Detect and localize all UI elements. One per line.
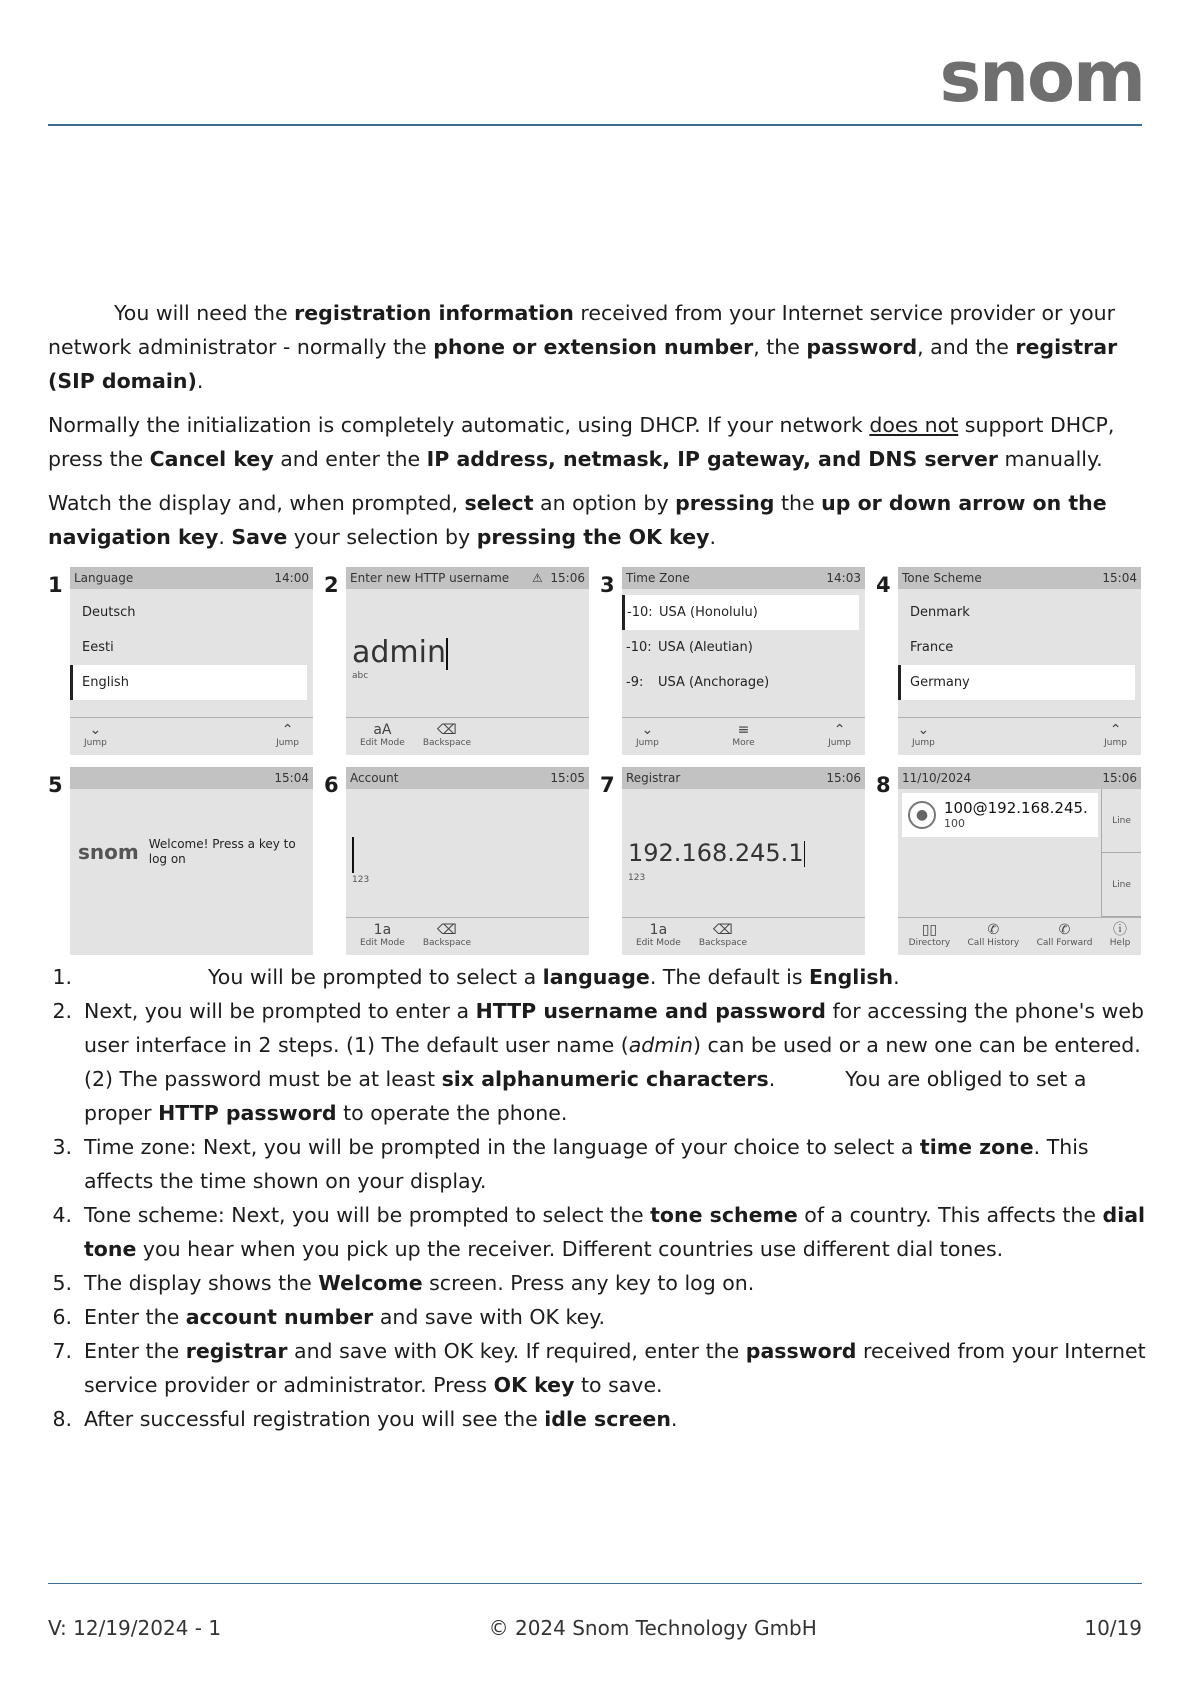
backspace-icon: ⌫ — [713, 922, 733, 938]
jump-up-key[interactable]: ⌃ Jump — [828, 722, 851, 748]
screen-header — [346, 767, 589, 789]
phone-screenshots — [44, 567, 1148, 967]
softkey-bar — [346, 917, 589, 955]
screen-time: 15:04 — [1102, 571, 1137, 585]
screen-row-1 — [44, 567, 1148, 755]
user-avatar-icon: ● — [908, 801, 936, 829]
account-uri: 100@192.168.245. — [944, 799, 1088, 817]
welcome-message — [78, 837, 299, 867]
screen-header — [898, 567, 1141, 589]
edit-mode-icon: 1a — [373, 922, 392, 938]
screen-number: 2 — [324, 573, 339, 597]
help-key[interactable]: ⓘ Help — [1109, 922, 1131, 948]
chevron-double-down-icon: ⌄ — [917, 722, 930, 738]
intro-paragraph-2: Normally the initialization is completely automatic, using DHCP. If your network does not support DHCP, press the Cancel key and enter the IP address, netmask, IP gateway, and DNS server manually. — [48, 413, 1115, 471]
tone-scheme-list — [898, 589, 1141, 700]
list-item-selected[interactable]: English — [70, 665, 307, 700]
screen-row-2 — [44, 767, 1148, 955]
jump-down-key[interactable]: ⌄ Jump — [636, 722, 659, 748]
edit-mode-key[interactable]: 1a Edit Mode — [636, 922, 681, 948]
line-key-1[interactable]: Line — [1102, 789, 1141, 853]
screen-header — [70, 567, 313, 589]
backspace-icon: ⌫ — [437, 922, 457, 938]
intro-paragraph-3: Watch the display and, when prompted, select an option by pressing the up or down arrow on the navigation key. Save your selection by pressing the OK key. — [48, 491, 1107, 549]
language-screen — [70, 567, 313, 755]
screen-number: 3 — [600, 573, 615, 597]
step-1: 1. You will be prompted to select a language. The default is English. — [52, 965, 900, 989]
list-item[interactable]: -10: USA (Aleutian) — [626, 640, 753, 655]
screen-cell-3 — [596, 567, 872, 755]
call-forward-key[interactable]: ✆ Call Forward — [1036, 922, 1093, 948]
chevron-double-up-icon: ⌃ — [833, 722, 846, 738]
help-icon: ⓘ — [1113, 922, 1128, 938]
jump-down-key[interactable]: ⌄ Jump — [84, 722, 107, 748]
screen-number: 1 — [48, 573, 63, 597]
softkey-bar — [898, 717, 1141, 755]
screen-title: Tone Scheme — [902, 571, 982, 585]
step-2: 2. Next, you will be prompted to enter a HTTP username and password for accessing the phone's web user interface in 2 steps. (1) The default user name (admin) can be used or a new one can be entered. (2) The password must be at least six alphanumeric characters. You are obliged to set a proper HTTP password to operate the phone. — [52, 999, 1144, 1125]
screen-number: 7 — [600, 773, 615, 797]
screen-header — [898, 767, 1141, 789]
screen-time: 15:06 — [550, 571, 585, 585]
edit-mode-icon: aA — [373, 722, 392, 738]
step-4: 4. Tone scheme: Next, you will be prompted to select the tone scheme of a country. This affects the dial tone you hear when you pick up the receiver. Different countries use different dial tones. — [52, 1203, 1146, 1261]
screen-title: Enter new HTTP username — [350, 571, 510, 585]
list-item[interactable]: Denmark — [910, 605, 970, 620]
more-key[interactable]: ≡ More — [732, 722, 755, 748]
edit-mode-icon: 1a — [649, 922, 668, 938]
footer-divider — [48, 1583, 1142, 1584]
screen-header — [622, 567, 865, 589]
account-screen — [346, 767, 589, 955]
input-mode-label: 123 — [628, 873, 646, 883]
idle-screen — [898, 767, 1141, 955]
intro-paragraph-1: You will need the registration information received from your Internet service provider or your network administrator - normally the phone or extension number, the password, and the registrar (SIP domain). — [48, 301, 1118, 393]
backspace-key[interactable]: ⌫ Backspace — [422, 922, 472, 948]
backspace-key[interactable]: ⌫ Backspace — [422, 722, 472, 748]
page-footer — [48, 1616, 1142, 1640]
header-divider — [48, 124, 1142, 126]
list-item[interactable]: -9: USA (Anchorage) — [626, 675, 770, 690]
screen-time: 14:03 — [826, 571, 861, 585]
jump-up-key[interactable]: ⌃ Jump — [1104, 722, 1127, 748]
softkey-bar — [70, 717, 313, 755]
registrar-input[interactable]: 192.168.245.1 — [628, 839, 804, 867]
screen-date: 11/10/2024 — [902, 771, 972, 785]
book-icon: ▯▯ — [921, 922, 938, 938]
snom-logo-small: snom — [78, 840, 139, 864]
jump-down-key[interactable]: ⌄ Jump — [912, 722, 935, 748]
copyright: © 2024 Snom Technology GmbH — [488, 1616, 817, 1640]
screen-time: 15:06 — [1102, 771, 1137, 785]
chevron-double-down-icon: ⌄ — [641, 722, 654, 738]
time-zone-screen — [622, 567, 865, 755]
screen-time: 15:06 — [826, 771, 861, 785]
step-3: 3. Time zone: Next, you will be prompted in the language of your choice to select a time zone. This affects the time shown on your display. — [52, 1135, 1089, 1193]
softkey-bar — [898, 917, 1141, 955]
screen-cell-6 — [320, 767, 596, 955]
screen-time: 15:04 — [274, 771, 309, 785]
backspace-icon: ⌫ — [437, 722, 457, 738]
line-keys — [1101, 789, 1141, 917]
call-history-key[interactable]: ✆ Call History — [967, 922, 1020, 948]
time-zone-list — [622, 589, 865, 700]
softkey-bar — [622, 717, 865, 755]
screen-cell-2 — [320, 567, 596, 755]
intro-text — [48, 296, 1142, 564]
backspace-key[interactable]: ⌫ Backspace — [698, 922, 748, 948]
list-item-selected[interactable]: Germany — [898, 665, 1135, 700]
chevron-double-up-icon: ⌃ — [1109, 722, 1122, 738]
extension-number: 100 — [944, 817, 965, 830]
snom-logo: snom — [939, 36, 1144, 118]
screen-cell-8 — [872, 767, 1148, 955]
welcome-screen — [70, 767, 313, 955]
input-mode-label: 123 — [352, 875, 370, 885]
edit-mode-key[interactable]: 1a Edit Mode — [360, 922, 405, 948]
screen-number: 4 — [876, 573, 891, 597]
http-username-screen — [346, 567, 589, 755]
screen-title: Registrar — [626, 771, 681, 785]
chevron-double-down-icon: ⌄ — [89, 722, 102, 738]
edit-mode-key[interactable]: aA Edit Mode — [360, 722, 405, 748]
screen-number: 5 — [48, 773, 63, 797]
screen-title: Time Zone — [626, 571, 690, 585]
call-history-icon: ✆ — [987, 922, 1000, 938]
steps-list — [48, 960, 1148, 1436]
softkey-bar — [346, 717, 589, 755]
screen-cell-4 — [872, 567, 1148, 755]
softkey-bar — [622, 917, 865, 955]
screen-number: 6 — [324, 773, 339, 797]
screen-cell-7 — [596, 767, 872, 955]
screen-header — [70, 767, 313, 789]
account-identity — [902, 793, 1098, 837]
step-6: 6. Enter the account number and save with OK key. — [52, 1305, 605, 1329]
list-item-selected[interactable]: -10: USA (Honolulu) — [622, 595, 859, 630]
screen-header — [622, 767, 865, 789]
chevron-double-up-icon: ⌃ — [281, 722, 294, 738]
account-input[interactable] — [352, 837, 354, 873]
screen-time: 15:05 — [550, 771, 585, 785]
input-mode-label: abc — [352, 671, 369, 681]
step-5: 5. The display shows the Welcome screen. Press any key to log on. — [52, 1271, 755, 1295]
screen-number: 8 — [876, 773, 891, 797]
screen-title: Account — [350, 771, 399, 785]
page-number: 10/19 — [1084, 1616, 1142, 1640]
list-item[interactable]: Deutsch — [82, 605, 136, 620]
tone-scheme-screen — [898, 567, 1141, 755]
screen-cell-1 — [44, 567, 320, 755]
line-key-2[interactable]: Line — [1102, 853, 1141, 917]
more-icon: ≡ — [737, 722, 750, 738]
list-item[interactable]: France — [910, 640, 954, 655]
document-version: V: 12/19/2024 - 1 — [48, 1616, 222, 1640]
call-forward-icon: ✆ — [1058, 922, 1071, 938]
jump-up-key[interactable]: ⌃ Jump — [276, 722, 299, 748]
screen-time: 14:00 — [274, 571, 309, 585]
list-item[interactable]: Eesti — [82, 640, 114, 655]
directory-key[interactable]: ▯▯ Directory — [908, 922, 951, 948]
step-8: 8. After successful registration you will see the idle screen. — [52, 1407, 678, 1431]
screen-title: Language — [74, 571, 134, 585]
screen-header — [346, 567, 589, 589]
username-input[interactable]: admin — [352, 635, 446, 670]
text-caret — [804, 841, 806, 867]
screen-cell-5 — [44, 767, 320, 955]
warning-icon: ⚠ — [532, 571, 543, 585]
step-7: 7. Enter the registrar and save with OK key. If required, enter the password received from your Internet service provider or administrator. Press OK key to save. — [52, 1339, 1146, 1397]
registrar-screen — [622, 767, 865, 955]
welcome-text: Welcome! Press a key to log on — [148, 837, 296, 866]
text-caret — [446, 638, 448, 670]
language-list — [70, 589, 313, 700]
